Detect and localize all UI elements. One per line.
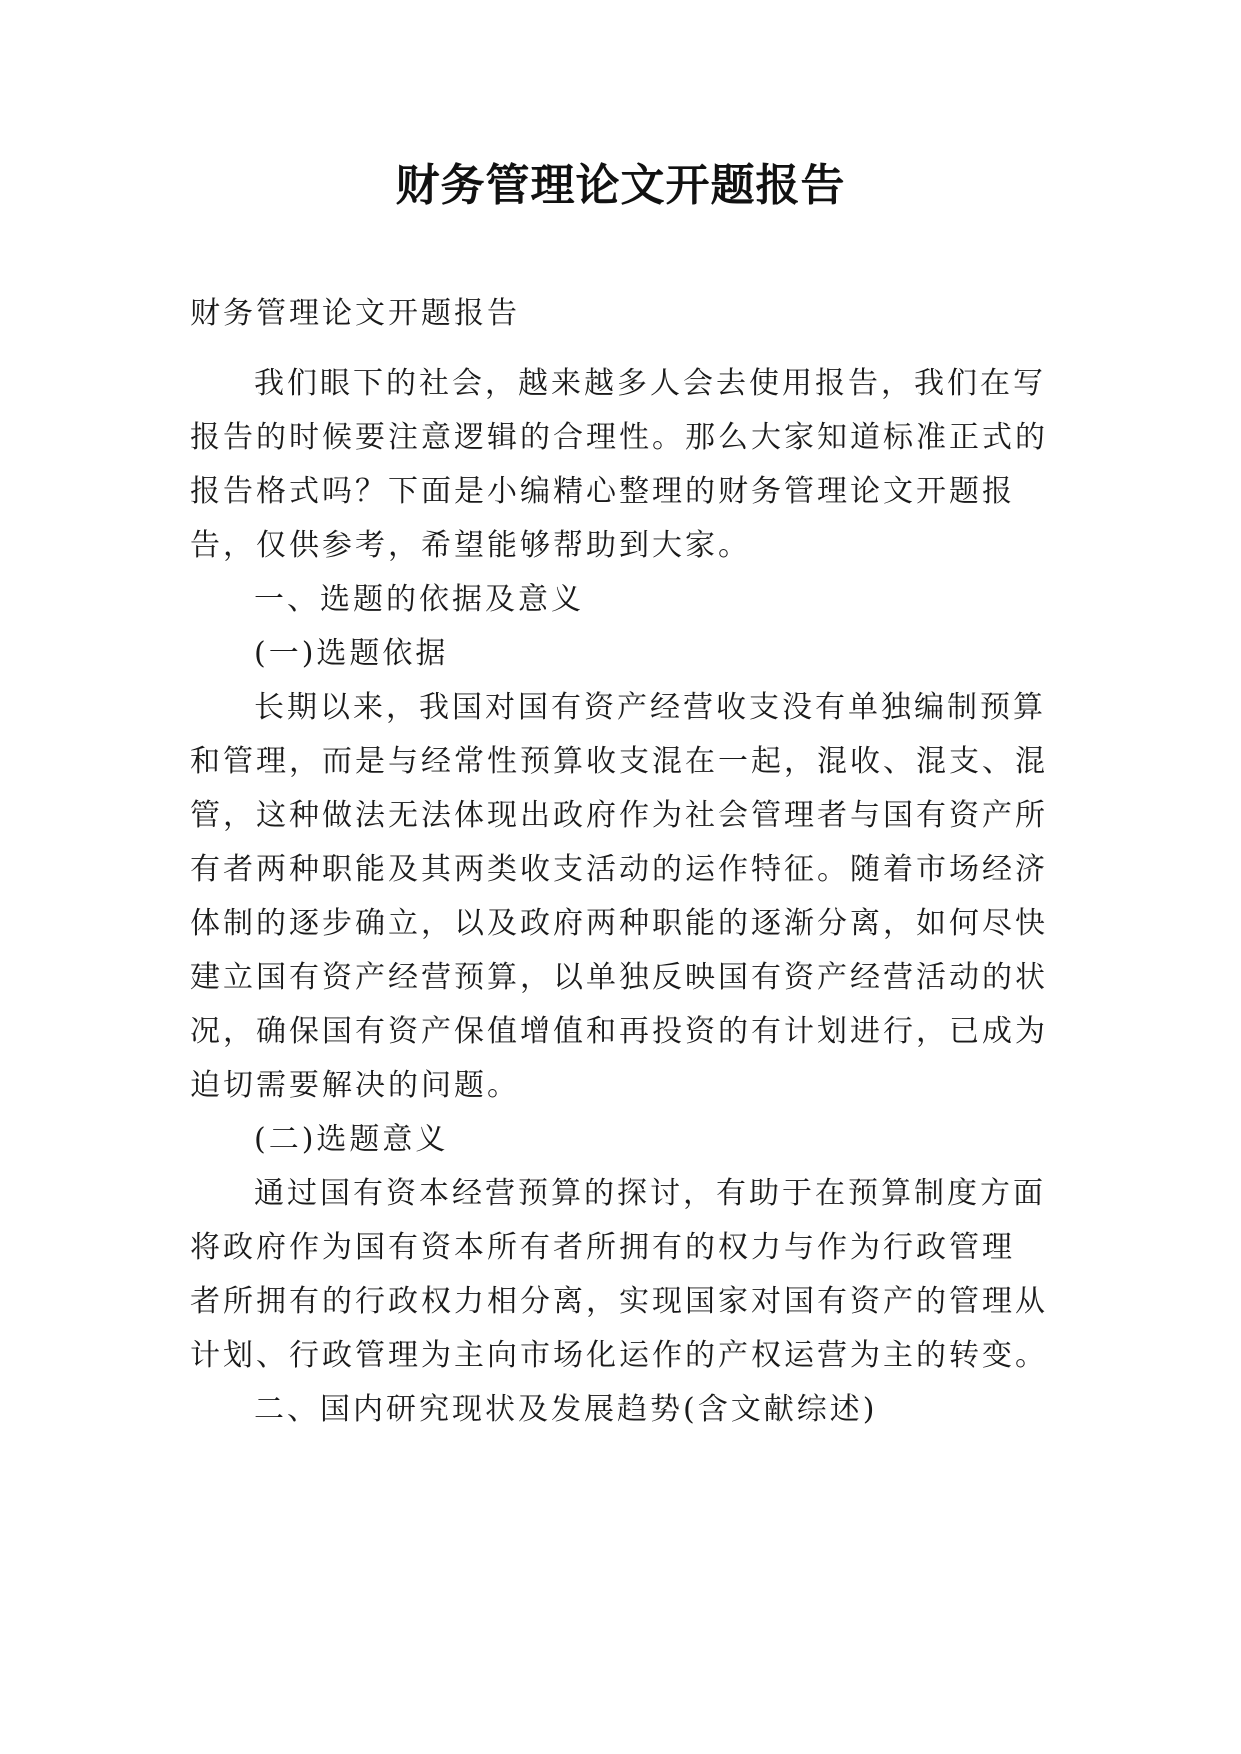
paragraph-line: 者所拥有的行政权力相分离，实现国家对国有资产的管理从	[190, 1284, 1048, 1319]
document-subtitle: 财务管理论文开题报告	[190, 296, 520, 331]
paragraph-line: 计划、行政管理为主向市场化运作的产权运营为主的转变。	[190, 1338, 1048, 1373]
paragraph-line: 将政府作为国有资本所有者所拥有的权力与作为行政管理	[190, 1230, 1015, 1265]
subsection-heading: (二)选题意义	[254, 1122, 449, 1157]
paragraph-line: 告，仅供参考，希望能够帮助到大家。	[190, 528, 751, 563]
paragraph-line: 有者两种职能及其两类收支活动的运作特征。随着市场经济	[190, 852, 1048, 887]
paragraph-line: 体制的逐步确立，以及政府两种职能的逐渐分离，如何尽快	[190, 906, 1048, 941]
subsection-heading: (一)选题依据	[254, 636, 449, 671]
paragraph-line: 长期以来，我国对国有资产经营收支没有单独编制预算	[254, 690, 1046, 725]
paragraph-line: 建立国有资产经营预算，以单独反映国有资产经营活动的状	[190, 960, 1048, 995]
paragraph-line: 和管理，而是与经常性预算收支混在一起，混收、混支、混	[190, 744, 1048, 779]
paragraph-line: 管，这种做法无法体现出政府作为社会管理者与国有资产所	[190, 798, 1048, 833]
paragraph-line: 迫切需要解决的问题。	[190, 1068, 520, 1103]
section-heading: 二、国内研究现状及发展趋势(含文献综述)	[254, 1392, 878, 1427]
paragraph-line: 报告格式吗？下面是小编精心整理的财务管理论文开题报	[190, 474, 1015, 509]
paragraph-line: 通过国有资本经营预算的探讨，有助于在预算制度方面	[254, 1176, 1046, 1211]
section-heading: 一、选题的依据及意义	[254, 582, 584, 617]
paragraph-line: 况，确保国有资产保值增值和再投资的有计划进行，已成为	[190, 1014, 1048, 1049]
document-title: 财务管理论文开题报告	[395, 160, 846, 211]
paragraph-line: 报告的时候要注意逻辑的合理性。那么大家知道标准正式的	[190, 420, 1048, 455]
paragraph-line: 我们眼下的社会，越来越多人会去使用报告，我们在写	[254, 366, 1046, 401]
